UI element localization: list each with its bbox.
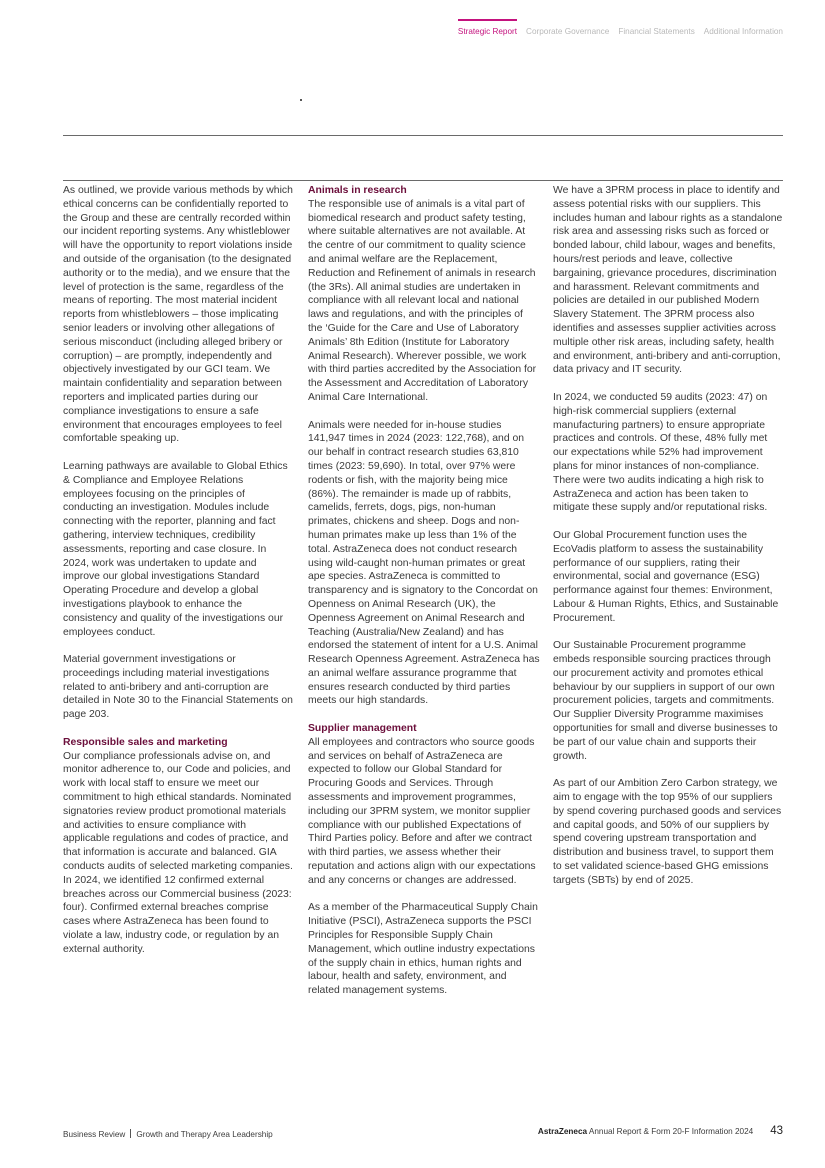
- paragraph-whistleblowing: As outlined, we provide various methods by which ethical concerns can be confidentially reported to the Group and these are centrally recorded within our incident reporting systems. Any whistleblower will have the opportunity to report violations inside and outside of the organisation (to the designated authority or to the media), and we ensure that the level of protection is the same, regardless of the means of reporting. The most material incident reports from whistleblowers – those implicating senior leaders or involving other allegations of serious misconduct (including alleged bribery or corruption) – are promptly, independently and objectively investigated by our GCI team. We maintain confidentiality and separation between reporters and implicated parties during our compliance investigations to ensure a safe environment that encourages employees to feel comfortable speaking up.: [63, 185, 293, 445]
- heading-animals-in-research: Animals in research: [308, 185, 407, 196]
- paragraph-animal-numbers: Animals were needed for in-house studies 141,947 times in 2024 (2023: 122,768), and on our behalf in contract research studies 63,810 times (2023: 59,690). In total, over 97% were rodents or fish, with the majority being mice (86%). The remainder is made up of rabbits, camelids, ferrets, dogs, pigs, non-human primates, chickens and sheep. Dogs and non-human primates make up less than 1% of the total. AstraZeneca does not conduct research using wild-caught non-human primates or great ape species. AstraZeneca is committed to transparency and is signatory to the Concordat on Openness on Animal Research (UK), the Openness Agreement on Animal Research and Teaching (Australia/New Zealand) and has endorsed the statement of intent for a U.S. Animal Research Openness Agreement. AstraZeneca has an animal welfare assurance programme that ensures research conducted by third parties meets our high standards.: [308, 419, 540, 707]
- footer-breadcrumb: [63, 1129, 273, 1139]
- paragraph-sustainable-procurement: Our Sustainable Procurement programme embeds responsible sourcing practices through our procurement activity and promotes ethical behaviour by our suppliers in support of our own procurement policies, targets and commitments. Our Supplier Diversity Programme maximises opportunities for small and diverse businesses to be part of our value chain and supports their growth.: [553, 640, 778, 762]
- footer-report-name: Annual Report & Form 20-F Information 2024: [588, 1127, 754, 1136]
- stray-dot: [300, 99, 302, 101]
- paragraph-government-investigations: Material government investigations or proceedings including material investigations related to anti-bribery and anti-corruption are detailed in Note 30 to the Financial Statements on page 203.: [63, 654, 293, 721]
- paragraph-procurement-standard: All employees and contractors who source goods and services on behalf of AstraZeneca are expected to follow our Global Standard for Procuring Goods and Services. Through assessments and improvement programmes, including our 3PRM system, we monitor supplier compliance with our published Expectations of Third Parties policy. Before and after we contract with third parties, we assess whether their reputation and actions align with our expectations and any concerns or changes are addressed.: [308, 736, 536, 886]
- footer-report-title: [538, 1127, 753, 1136]
- page-number: 43: [770, 1125, 783, 1137]
- heading-supplier-management: Supplier management: [308, 723, 417, 735]
- column-middle: [308, 184, 540, 1012]
- header-divider: [63, 135, 783, 136]
- paragraph-supplier-audits: In 2024, we conducted 59 audits (2023: 47) on high-risk commercial suppliers (external manufacturing partners) to ensure appropriate practices and controls. Of these, 48% fully met our expectations while 52% had improvement plans for minor instances of non-compliance. There were two audits indicating a high risk to AstraZeneca and action has been taken to mitigate these supply and/or reputational risks.: [553, 391, 768, 514]
- paragraph-3prm-process: We have a 3PRM process in place to identify and assess potential risks with our suppliers. This includes human and labour rights as a standalone risk area and assessing risks such as forced or bonded labour, child labour, wages and benefits, hours/rest periods and leave, collective bargaining, grievance procedures, discrimination and harassment. Relevant commitments and policies are detailed in our published Modern Slavery Statement. The 3PRM process also identifies and assesses supplier activities across multiple other risk areas, including safety, health and environment, anti-bribery and anti-corruption, data privacy and IT security.: [553, 185, 783, 376]
- column-right: [553, 184, 785, 901]
- footer-subsection[interactable]: Growth and Therapy Area Leadership: [136, 1130, 273, 1139]
- footer-section[interactable]: Business Review: [63, 1130, 126, 1139]
- footer-separator: [130, 1129, 131, 1138]
- section-navigation: [458, 24, 783, 36]
- tab-corporate-governance[interactable]: Corporate Governance: [526, 27, 610, 36]
- paragraph-learning-pathways: Learning pathways are available to Global Ethics & Compliance and Employee Relations employees focusing on the principles of conducting an investigation. Modules include connecting with the reporter, planning and fact gathering, interview techniques, credibility assessments, reporting and case closure. In 2024, work was undertaken to update and improve our global investigations Standard Operating Procedure and develop a global investigations playbook to enhance the consistency and quality of the investigations our employees conduct.: [63, 460, 288, 638]
- footer-brand: AstraZeneca: [537, 1127, 588, 1136]
- footer-report-info: [538, 1125, 783, 1137]
- tab-financial-statements[interactable]: Financial Statements: [618, 27, 695, 36]
- paragraph-responsible-use-animals: The responsible use of animals is a vital part of biomedical research and product safety testing, where suitable alternatives are not available. At the centre of our commitment to quality science and animal welfare are the Replacement, Reduction and Refinement of animals in research (the 3Rs). All animal studies are undertaken in compliance with all relevant local and national laws and regulations, and with the principles of the ‘Guide for the Care and Use of Laboratory Animals’ 8th Edition (Institute for Laboratory Animal Research). Wherever possible, we work with third parties accredited by the Association for the Assessment and Accreditation of Laboratory Animal Care International.: [308, 198, 537, 403]
- heading-responsible-sales: Responsible sales and marketing: [63, 736, 228, 748]
- paragraph-psci: As a member of the Pharmaceutical Supply Chain Initiative (PSCI), AstraZeneca supports the PSCI Principles for Responsible Supply Chain Management, which outline industry expectations of the supply chain in ethics, human rights and labour, health and safety, environment, and related management systems.: [308, 902, 538, 997]
- paragraph-ambition-zero-carbon: As part of our Ambition Zero Carbon strategy, we aim to engage with the top 95% of our suppliers by spend covering purchased goods and services and capital goods, and 50% of our suppliers by spend covering upstream transportation and distribution and business travel, to support them to set validated science-based GHG emissions targets (SBTs) by end of 2025.: [553, 778, 782, 886]
- content-divider: [63, 180, 783, 181]
- paragraph-ecovadis: Our Global Procurement function uses the EcoVadis platform to assess the sustainability performance of our suppliers, rating their environmental, social and governance (ESG) performance against four themes: Environment, Labour & Human Rights, Ethics, and Sustainable Procurement.: [553, 529, 779, 624]
- tab-strategic-report[interactable]: Strategic Report: [458, 24, 517, 36]
- tab-additional-information[interactable]: Additional Information: [703, 27, 783, 36]
- column-left: [63, 184, 295, 970]
- paragraph-compliance-professionals: Our compliance professionals advise on, and monitor adherence to, our Code and policies, and work with local staff to ensure we meet our commitment to high ethical standards. Nominated signatories review product promotional materials and activities to ensure compliance with applicable regulations and codes of practice, and that information is accurate and balanced. GIA conducts audits of selected marketing companies. In 2024, we identified 12 confirmed external breaches across our Commercial business (2023: four). Confirmed external breaches comprise cases where AstraZeneca has been found to violate a law, industry code, or regulation by an external authority.: [63, 750, 293, 955]
